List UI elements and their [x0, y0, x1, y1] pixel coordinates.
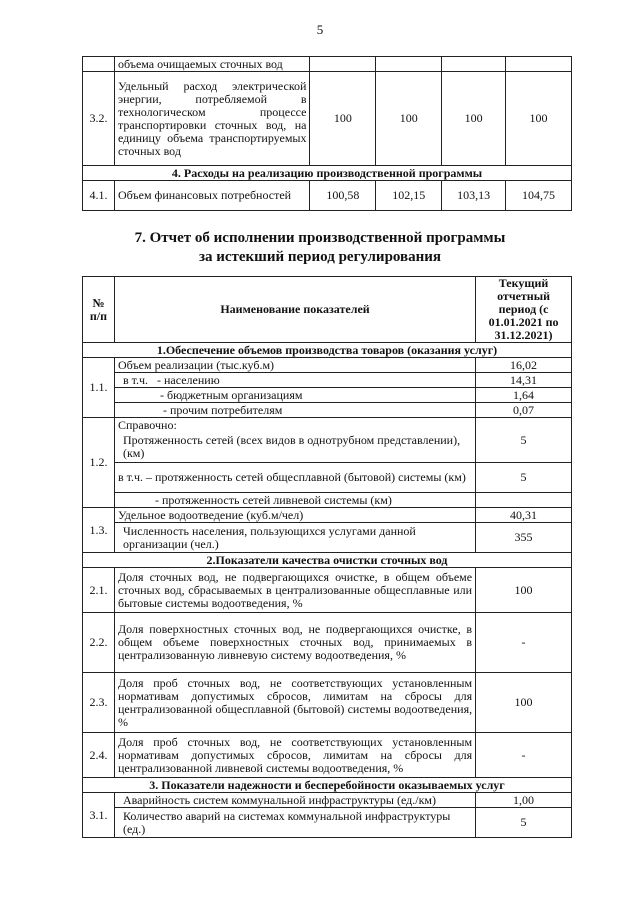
- value-cell: 40,31: [476, 508, 572, 523]
- row-name: Удельное водоотведение (куб.м/чел): [114, 508, 475, 523]
- row-name: Объем финансовых потребностей: [114, 181, 310, 211]
- value-cell: -: [476, 733, 572, 778]
- value-cell: 5: [476, 808, 572, 838]
- production-program-table-continued: [82, 56, 572, 211]
- value-cell: 104,75: [506, 181, 572, 211]
- row-name: Протяженность сетей (всех видов в однотрубном представлении), (км): [114, 433, 475, 463]
- row-name: Удельный расход электрической энергии, потребляемой в технологическом процессе транспортировки сточных вод, на единицу объема транспортируемых сточных вод: [114, 72, 310, 166]
- row-name: - бюджетным организациям: [114, 388, 475, 403]
- value-cell: 355: [476, 523, 572, 553]
- value-cell: 100: [506, 72, 572, 166]
- value-cell: 0,07: [476, 403, 572, 418]
- value-cell: 100: [376, 72, 442, 166]
- row-name: в т.ч. - населению: [114, 373, 475, 388]
- value-cell: 5: [476, 418, 572, 463]
- value-cell: 1,64: [476, 388, 572, 403]
- row-name: Численность населения, пользующихся услугами данной организации (чел.): [114, 523, 475, 553]
- section-header: 4. Расходы на реализацию производственной программы: [83, 166, 572, 181]
- value-cell: 100: [476, 673, 572, 733]
- num-cell: [83, 57, 115, 72]
- header-period: Текущий отчетный период (с 01.01.2021 по 31.12.2021): [476, 277, 572, 343]
- row-number: 2.2.: [83, 613, 115, 673]
- section-title-line2: за истекший период регулирования: [198, 249, 442, 265]
- report-table: [82, 276, 572, 838]
- row-name: Доля проб сточных вод, не соответствующих установленным нормативам допустимых сбросов, лимитам на сбросы для централизованной общесплавной (бытовой) системы водоотведения, %: [114, 673, 475, 733]
- row-number: 2.4.: [83, 733, 115, 778]
- row-number: 1.2.: [83, 418, 115, 508]
- row-name: Доля проб сточных вод, не соответствующих установленным нормативам допустимых сбросов, лимитам на сбросы для централизованной ливневой системы водоотведения, %: [114, 733, 475, 778]
- row-number: 1.1.: [83, 358, 115, 418]
- value-cell: 100,58: [310, 181, 376, 211]
- row-name: Доля сточных вод, не подвергающихся очистке, в общем объеме сточных вод, сбрасываемых в централизованные общесплавные или бытовые системы водоотведения, %: [114, 568, 475, 613]
- value-cell: 102,15: [376, 181, 442, 211]
- section-title: [0, 229, 640, 267]
- section-header: 3. Показатели надежности и бесперебойности оказываемых услуг: [83, 778, 572, 793]
- row-number: 2.3.: [83, 673, 115, 733]
- row-number: 3.1.: [83, 793, 115, 838]
- section-header: 1.Обеспечение объемов производства товаров (оказания услуг): [83, 343, 572, 358]
- value-cell: 103,13: [442, 181, 506, 211]
- header-num: № п/п: [83, 277, 115, 343]
- page-number: 5: [316, 22, 324, 37]
- row-number: 1.3.: [83, 508, 115, 553]
- value-cell: 100: [442, 72, 506, 166]
- section-header: 2.Показатели качества очистки сточных вод: [83, 553, 572, 568]
- row-name: Аварийность систем коммунальной инфраструктуры (ед./км): [114, 793, 475, 808]
- row-number: 3.2.: [83, 72, 115, 166]
- row-name: в т.ч. – протяженность сетей общесплавной (бытовой) системы (км): [114, 463, 475, 493]
- section-title-line1: 7. Отчет об исполнении производственной программы: [134, 230, 506, 246]
- value-cell: 16,02: [476, 358, 572, 373]
- value-cell: 100: [476, 568, 572, 613]
- row-name: Справочно:: [114, 418, 475, 433]
- row-name: объема очищаемых сточных вод: [114, 57, 310, 72]
- row-name: Доля поверхностных сточных вод, не подвергающихся очистке, в общем объеме поверхностных сточных вод, принимаемых в централизованную ливневую систему водоотведения, %: [114, 613, 475, 673]
- value-cell: 5: [476, 463, 572, 493]
- value-cell: 1,00: [476, 793, 572, 808]
- row-name: Объем реализации (тыс.куб.м): [114, 358, 475, 373]
- header-name: Наименование показателей: [114, 277, 475, 343]
- row-number: 4.1.: [83, 181, 115, 211]
- row-name: - протяженность сетей ливневой системы (км): [114, 493, 475, 508]
- value-cell: 14,31: [476, 373, 572, 388]
- value-cell: [476, 493, 572, 508]
- value-cell: -: [476, 613, 572, 673]
- row-name: Количество аварий на системах коммунальной инфраструктуры (ед.): [114, 808, 475, 838]
- row-name: - прочим потребителям: [114, 403, 475, 418]
- row-number: 2.1.: [83, 568, 115, 613]
- value-cell: 100: [310, 72, 376, 166]
